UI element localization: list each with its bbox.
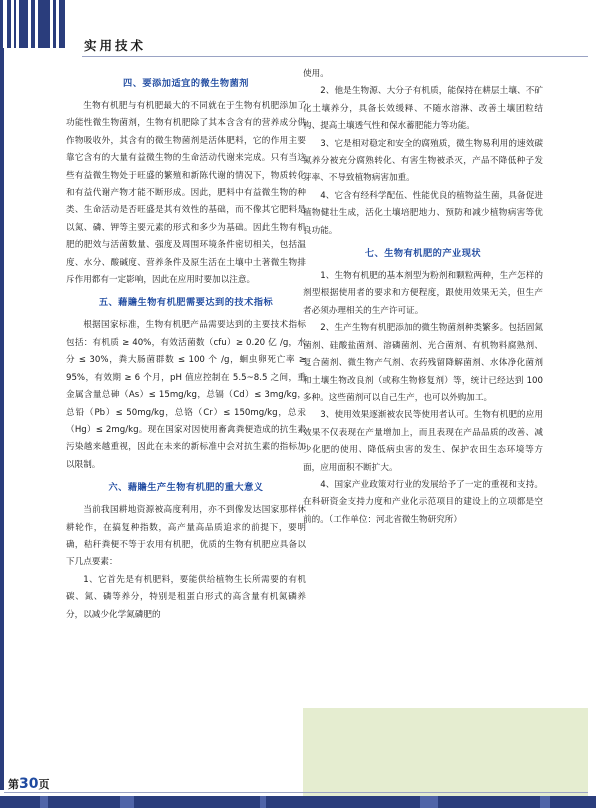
paragraph: 4、国家产业政策对行业的发展给予了一定的重视和支持。在科研资金支持力度和产业化示范项目的建设上的立项都是空前的。（工作单位：河北省微生物研究所）	[303, 479, 543, 525]
paragraph: 2、他是生物源、大分子有机质，能保持在耕层土壤、不矿化土壤养分，具备长效缓释、不随水溶淋、改善土壤团粒结构、提高土壤透气性和保水蓄肥能力等功能。	[303, 86, 543, 132]
header-rule	[82, 56, 588, 57]
section-heading: 七、生物有机肥的产业现状	[364, 248, 482, 260]
section-heading: 六、藉贍生产生物有机肥的重大意义	[108, 482, 264, 494]
footer-color-box	[303, 708, 588, 796]
paragraph: 1、它首先是有机肥料，要能供给植物生长所需要的有机碳、氮、磷等养分，特别是租蛋白形式的高含量有机氮磷养分，以减少化学氮磷肥的	[66, 574, 306, 620]
paragraph: 4、它含有经科学配伍、性能优良的植物益生菌，具备促进植物健壮生成，活化土壤培肥地力、预防和减少植物病害等优良功能。	[303, 190, 543, 236]
page-number-value: 30	[19, 776, 39, 792]
paragraph: 生物有机肥与有机肥最大的不同就在于生物有机肥添加了功能性微生物菌剂，生物有机肥除了其本含含有的营养成分供作物吸收外，其含有的微生物菌剂是活体肥料，它的作用主要靠它含有的大量有益微生物的生命活动代谢来完成。只有当这些有益微生物处于旺盛的繁殖和新陈代谢的情况下，物质转化和有益代谢产物才能不断形成。因此，肥料中有益微生物的种类、生命活动是否旺盛是其有效性的基础，而不像其它肥料是以氮、磷、钾等主要元素的形式和多少为基础。因此生物有机肥的肥效与活菌数量、强度及周围环境条件密切相关，包括温度、水分、酸碱度、营养条件及原生活在土壤中土著微生物排斥作用都有一定影响，因此在应用时要加以注意。	[66, 101, 306, 286]
left-margin-rule	[0, 48, 4, 790]
paragraph: 1、生物有机肥的基本剂型为粉剂和颗粒两种，生产怎样的剂型根据使用者的要求和方便程度，跟使用效果无关，但生产者必须办理相关的生产许可证。	[303, 271, 543, 316]
section-heading: 四、要添加适宜的微生物菌剂	[123, 78, 249, 89]
bottom-stripes	[0, 796, 596, 808]
bottom-rule	[4, 792, 588, 793]
paragraph: 当前我国耕地资源被高度利用，亦不到像发达国家那样休耕轮作，在搞复种指数，高产量高品质追求的前提下，要明确，秸秆粪便不等于农用有机肥，优质的生物有机肥应具备以下几点要素：	[66, 505, 306, 568]
paragraph: 2、生产生物有机肥添加的微生物菌剂种类繁多。包括固氮菌剂、硅酸盐菌剂、溶磷菌剂、光合菌剂、有机物料腐熟剂、复合菌剂、微生物产气剂、农药残留降解菌剂、水体净化菌剂和土壤生物改良剂（或称生物修复剂）等，统计已经达到 100 多种。这些菌剂可以自己生产，也可以外购加工。	[303, 323, 543, 403]
page-number: 第30页	[8, 776, 50, 792]
paragraph: 使用。	[303, 69, 329, 79]
paragraph: 3、它是相对稳定和安全的腐殖质，微生物易利用的速效碳氮养分被充分腐熟转化、有害生物被杀灭，产品不降低种子发芽率、不导致植物病害加重。	[303, 138, 543, 184]
left-column	[66, 66, 306, 624]
section-heading: 五、藉贍生物有机肥需要达到的技术指标	[98, 297, 274, 309]
paragraph: 根据国家标准，生物有机肥产品需要达到的主要技术指标包括：有机质 ≥ 40%，有效活菌数（cfu）≥ 0.20 亿 /g，水分 ≤ 30%，粪大肠菌群数 ≤ 100 个 /g，蛔虫卵死亡率 ≥ 95%，有效期 ≥ 6 个月，pH 值应控制在 5.5~8.5 之间，重金属含量总砷（As）≤ 15mg/kg，总镉（Cd）≤ 3mg/kg，总铅（Pb）≤ 50mg/kg，总铬（Cr）≤ 150mg/kg，总汞（Hg）≤ 2mg/kg。现在国家对因使用畜禽粪便造成的抗生素污染越来越重视，因此在未来的新标准中会对抗生素的指标加以限制。	[66, 320, 306, 470]
section-label: 实用技术	[84, 38, 147, 53]
right-column	[303, 66, 543, 529]
paragraph: 3、使用效果逐渐被农民等使用者认可。生物有机肥的应用效果不仅表现在产量增加上，而且表现在产品品质的改善、减少化肥的使用、降低病虫害的发生、保护农田生态环境等方面，应用面积不断扩大。	[303, 410, 543, 473]
